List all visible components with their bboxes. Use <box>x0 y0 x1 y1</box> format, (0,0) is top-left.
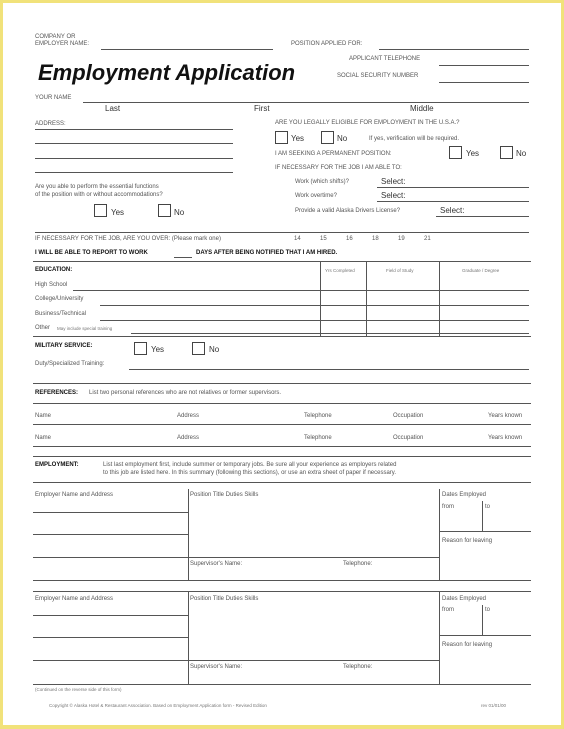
reference-2-occupation-label: Occupation <box>393 435 424 441</box>
address-line-4[interactable] <box>35 172 233 173</box>
eligible-no-label: No <box>337 134 348 143</box>
employment-note-1: List last employment first, include summer or temporary jobs. Be sure all your experience as employers related <box>103 462 397 468</box>
duty-training-label: Duty/Specialized Training: <box>35 361 105 367</box>
eligible-question: ARE YOU LEGALLY ELIGIBLE FOR EMPLOYMENT IN THE U.S.A.? <box>275 120 460 126</box>
education-col-degree: Graduate / Degree <box>462 268 500 273</box>
reference-2-line[interactable] <box>33 446 531 447</box>
education-other-note: May include special training <box>57 326 113 331</box>
education-line-high-school[interactable] <box>73 290 529 291</box>
employer-1-from-label: from <box>442 504 454 510</box>
employer-2-dates-label: Dates Employed <box>442 596 487 602</box>
employer-2-dates-divider <box>482 605 483 635</box>
references-note: List two personal references who are not relatives or former supervisors. <box>89 390 282 396</box>
education-row-other: Other <box>35 325 51 331</box>
work-overtime-select[interactable]: Select: <box>381 191 406 200</box>
employer-1-supervisor-label: Supervisor's Name: <box>190 561 243 567</box>
employment-heading: EMPLOYMENT: <box>35 462 79 468</box>
reference-2-telephone-label: Telephone <box>304 435 332 441</box>
work-overtime-label: Work overtime? <box>295 193 337 199</box>
employer-2-address-line-3[interactable] <box>33 660 188 661</box>
employer-1-dates-label: Dates Employed <box>442 492 487 498</box>
reference-1-line[interactable] <box>33 424 531 425</box>
permanent-no-checkbox[interactable] <box>500 146 513 159</box>
employer-1-name-label: Employer Name and Address <box>35 492 114 498</box>
references-heading: REFERENCES: <box>35 390 79 396</box>
functions-question-1: Are you able to perform the essential functions <box>35 184 159 190</box>
form-number: rev 01/01/00 <box>481 703 507 708</box>
age-top-rule <box>35 232 529 233</box>
education-top-rule <box>33 261 531 262</box>
age-option-15[interactable]: 15 <box>320 236 327 242</box>
first-name-label: First <box>254 104 270 113</box>
address-line-3[interactable] <box>35 158 233 159</box>
military-no-label: No <box>209 345 220 354</box>
permanent-yes-label: Yes <box>466 149 480 158</box>
military-top-rule <box>33 336 531 337</box>
employer-1-duties-rule <box>188 557 439 558</box>
work-shifts-field[interactable] <box>377 187 529 188</box>
age-option-19[interactable]: 19 <box>398 236 405 242</box>
reference-2-address-label: Address <box>177 435 200 441</box>
employment-header-rule <box>33 482 531 483</box>
page-title: Employment Application <box>38 60 296 85</box>
reference-2-name-label: Name <box>35 435 52 441</box>
drivers-license-field[interactable] <box>436 216 529 217</box>
age-option-14[interactable]: 14 <box>294 236 301 242</box>
employer-2-top-rule <box>33 591 531 592</box>
functions-yes-checkbox[interactable] <box>94 204 107 217</box>
employer-2-address-line-1[interactable] <box>33 615 188 616</box>
education-row-high-school: High School <box>35 282 68 288</box>
education-divider-3 <box>439 261 440 336</box>
education-row-college: College/University <box>35 296 84 302</box>
education-divider-2 <box>366 261 367 336</box>
duty-training-field[interactable] <box>129 369 529 370</box>
report-text-1: I WILL BE ABLE TO REPORT TO WORK <box>35 250 148 256</box>
last-name-label: Last <box>105 104 121 113</box>
verification-note: If yes, verification will be required. <box>369 136 460 142</box>
functions-yes-label: Yes <box>111 208 125 217</box>
reference-1-occupation-label: Occupation <box>393 413 424 419</box>
company-label-1: COMPANY OR <box>35 34 76 40</box>
copyright-text: Copyright © Alaska Hotel & Restaurant Association. Based on Employment Application form - Revised Edition <box>49 703 267 708</box>
company-name-field[interactable] <box>101 49 273 50</box>
applicant-telephone-field[interactable] <box>439 65 529 66</box>
employer-2-to-label: to <box>485 607 491 613</box>
references-header-rule <box>33 403 531 404</box>
eligible-no-checkbox[interactable] <box>321 131 334 144</box>
education-line-other[interactable] <box>131 333 529 334</box>
age-option-18[interactable]: 18 <box>372 236 379 242</box>
middle-name-label: Middle <box>410 104 434 113</box>
position-applied-field[interactable] <box>379 49 529 50</box>
employer-2-divider-2 <box>439 591 440 684</box>
work-overtime-field[interactable] <box>377 201 529 202</box>
reference-1-address-label: Address <box>177 413 200 419</box>
report-days-field[interactable] <box>174 257 192 258</box>
age-option-16[interactable]: 16 <box>346 236 353 242</box>
employer-1-dates-rule <box>439 531 531 532</box>
reference-1-name-label: Name <box>35 413 52 419</box>
employer-2-supervisor-label: Supervisor's Name: <box>190 664 243 670</box>
eligible-yes-checkbox[interactable] <box>275 131 288 144</box>
employment-note-2: to this job are listed here. In this summary (following this sections), or use an extra sheet of paper if necessary. <box>103 470 397 476</box>
permanent-no-label: No <box>516 149 527 158</box>
education-divider-1 <box>320 261 321 336</box>
employer-2-reason-label: Reason for leaving <box>442 642 493 648</box>
permanent-yes-checkbox[interactable] <box>449 146 462 159</box>
your-name-field[interactable] <box>83 102 529 103</box>
employer-2-position-label: Position Title Duties Skills <box>190 596 259 602</box>
drivers-license-label: Provide a valid Alaska Drivers License? <box>295 208 401 214</box>
employer-2-address-line-2[interactable] <box>33 637 188 638</box>
employer-2-duties-rule <box>188 660 439 661</box>
functions-no-checkbox[interactable] <box>158 204 171 217</box>
position-applied-label: POSITION APPLIED FOR: <box>291 41 363 47</box>
ssn-label: SOCIAL SECURITY NUMBER <box>337 73 419 79</box>
employer-2-dates-rule <box>439 635 531 636</box>
reference-1-telephone-label: Telephone <box>304 413 332 419</box>
employer-1-address-line-1[interactable] <box>33 512 188 513</box>
employer-1-address-line-2[interactable] <box>33 534 188 535</box>
ssn-field[interactable] <box>439 82 529 83</box>
your-name-label: YOUR NAME <box>35 95 72 101</box>
references-top-rule <box>33 383 531 384</box>
work-shifts-select[interactable]: Select: <box>381 177 406 186</box>
education-col-field: Field of Study <box>386 268 414 273</box>
age-question: IF NECESSARY FOR THE JOB, ARE YOU OVER: (Please mark one) <box>35 236 221 242</box>
report-text-2: DAYS AFTER BEING NOTIFIED THAT I AM HIRED. <box>196 250 338 256</box>
drivers-license-select[interactable]: Select: <box>440 206 465 215</box>
employer-1-divider-1 <box>188 489 189 580</box>
employer-1-reason-label: Reason for leaving <box>442 538 493 544</box>
education-line-college[interactable] <box>100 305 529 306</box>
education-heading: EDUCATION: <box>35 267 73 273</box>
employer-2-telephone-label: Telephone: <box>343 664 373 670</box>
company-label-2: EMPLOYER NAME: <box>35 41 90 47</box>
continued-note: (Continued on the reverse side of this form) <box>35 687 122 692</box>
employer-2-name-label: Employer Name and Address <box>35 596 114 602</box>
permanent-position-label: I AM SEEKING A PERMANENT POSITION: <box>275 151 392 157</box>
military-yes-checkbox[interactable] <box>134 342 147 355</box>
work-shifts-label: Work (which shifts)? <box>295 179 349 185</box>
education-col-years: Yrs Completed <box>325 268 355 273</box>
military-no-checkbox[interactable] <box>192 342 205 355</box>
employer-1-dates-divider <box>482 501 483 531</box>
age-option-21[interactable]: 21 <box>424 236 431 242</box>
education-line-business[interactable] <box>100 320 529 321</box>
employer-1-to-label: to <box>485 504 491 510</box>
employer-2-bottom-rule <box>33 684 531 685</box>
address-line-2[interactable] <box>35 143 233 144</box>
employer-1-telephone-label: Telephone: <box>343 561 373 567</box>
employer-2-divider-1 <box>188 591 189 684</box>
address-line-1[interactable] <box>35 129 233 130</box>
employment-top-rule <box>33 456 531 457</box>
military-heading: MILITARY SERVICE: <box>35 343 93 349</box>
education-row-business: Business/Technical <box>35 311 87 317</box>
reference-1-years-label: Years known <box>488 413 523 419</box>
able-to-label: IF NECESSARY FOR THE JOB I AM ABLE TO: <box>275 165 402 171</box>
applicant-telephone-label: APPLICANT TELEPHONE <box>349 56 421 62</box>
application-sheet <box>3 3 561 725</box>
military-yes-label: Yes <box>151 345 165 354</box>
functions-question-2: of the position with or without accommodations? <box>35 192 163 198</box>
address-label: ADDRESS: <box>35 121 66 127</box>
reference-2-years-label: Years known <box>488 435 523 441</box>
employer-1-bottom-rule <box>33 580 531 581</box>
functions-no-label: No <box>174 208 185 217</box>
eligible-yes-label: Yes <box>291 134 305 143</box>
employer-1-address-line-3[interactable] <box>33 557 188 558</box>
employer-1-position-label: Position Title Duties Skills <box>190 492 259 498</box>
employer-1-divider-2 <box>439 489 440 580</box>
employer-2-from-label: from <box>442 607 454 613</box>
